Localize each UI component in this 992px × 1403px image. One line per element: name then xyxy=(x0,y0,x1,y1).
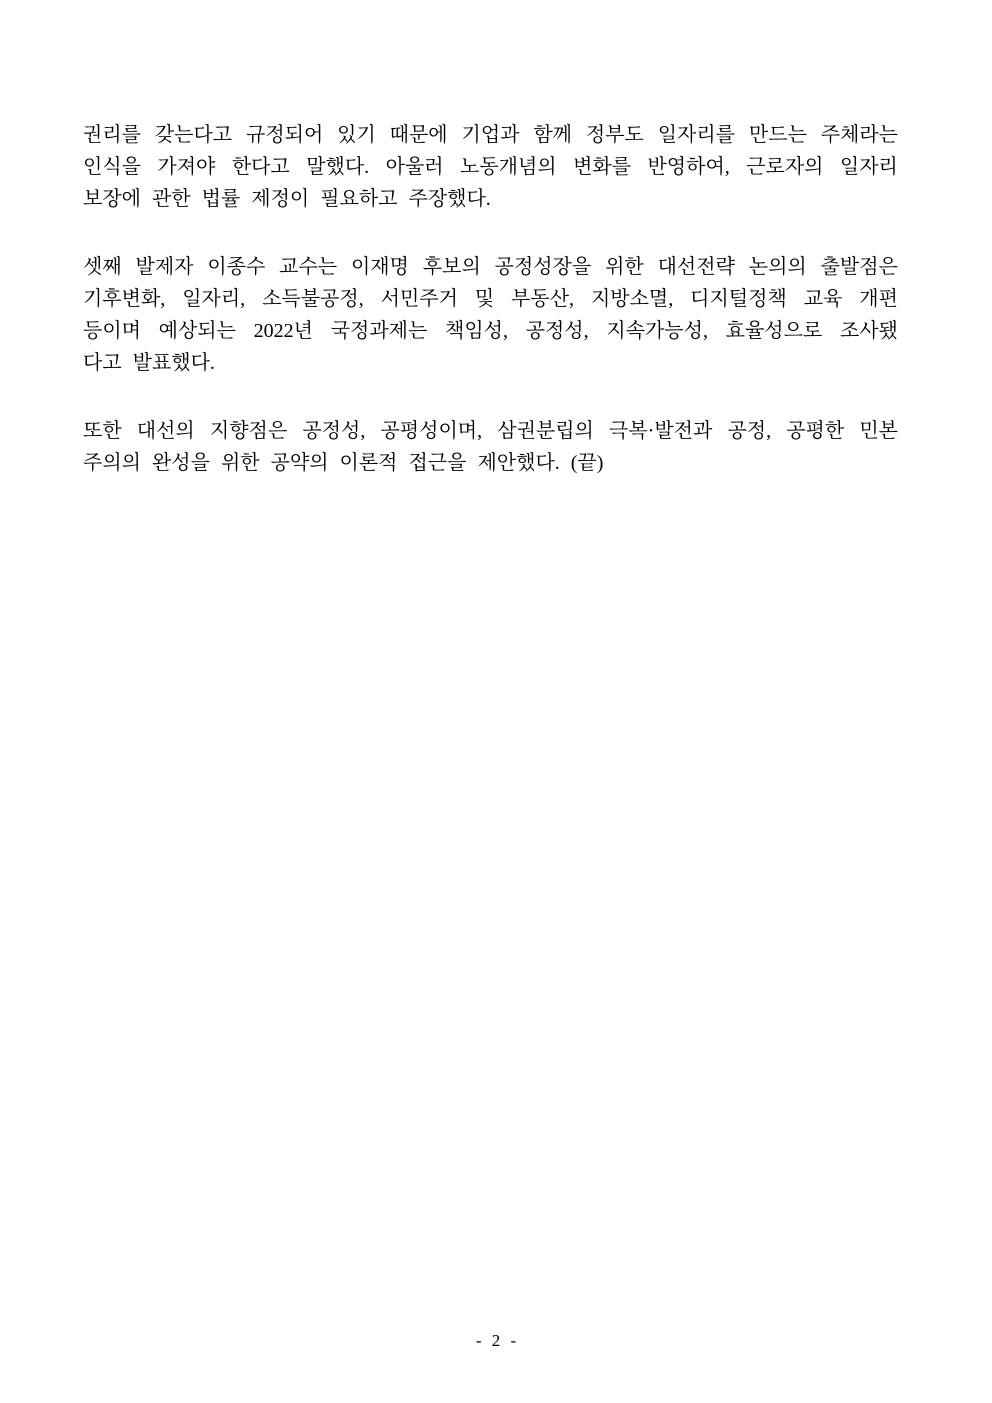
word: 관한 xyxy=(151,187,191,210)
word: 이재명 xyxy=(350,255,409,278)
word: 이종수 xyxy=(207,255,266,278)
word: 법률 xyxy=(201,187,241,210)
word: 주체라는 xyxy=(820,123,898,146)
word: 교육 xyxy=(803,287,843,310)
text-line xyxy=(83,280,898,312)
word: 기후변화, xyxy=(83,287,166,310)
word: 출발점은 xyxy=(820,255,898,278)
word: 극복·발전과 xyxy=(609,419,713,442)
word: 또한 xyxy=(83,419,122,442)
word: 등이며 xyxy=(83,319,141,342)
word: 노동개념의 xyxy=(460,155,557,178)
text-line xyxy=(83,148,898,180)
word: 공정성장을 xyxy=(494,255,592,278)
text-line xyxy=(83,248,898,280)
word: 대선전략 xyxy=(657,255,735,278)
word: 위한 xyxy=(220,451,260,474)
word: 서민주거 xyxy=(380,287,458,310)
word: 개편 xyxy=(859,287,898,310)
word: 주의의 xyxy=(83,451,141,474)
word: 소득불공정, xyxy=(262,287,364,310)
word: 조사됐 xyxy=(839,319,898,342)
word: 효율성으로 xyxy=(725,319,823,342)
word: 인식을 xyxy=(83,155,141,178)
text-line xyxy=(83,412,898,444)
word: 공정성, xyxy=(302,419,366,442)
word: 위한 xyxy=(605,255,644,278)
word: 이론적 xyxy=(339,451,398,474)
word: 있기 xyxy=(337,123,376,146)
word: 지향점은 xyxy=(209,419,288,442)
word: 가져야 xyxy=(157,155,216,178)
word: 및 xyxy=(474,287,495,310)
word: 변화를 xyxy=(573,155,632,178)
word: 아울러 xyxy=(385,155,444,178)
word: 갖는다고 xyxy=(154,123,233,146)
word: 공정성, xyxy=(525,319,589,342)
word: 접근을 xyxy=(408,451,467,474)
word: 공평성이며, xyxy=(380,419,483,442)
word: 일자리, xyxy=(182,287,246,310)
word: 제안했다. xyxy=(477,451,560,474)
paragraph xyxy=(83,116,898,212)
word: 정부도 xyxy=(585,123,644,146)
word: 때문에 xyxy=(389,123,448,146)
text-line xyxy=(83,312,898,344)
word: 완성을 xyxy=(151,451,210,474)
word: 디지털정책 xyxy=(690,287,787,310)
word: 발제자 xyxy=(135,255,194,278)
text-line xyxy=(83,116,898,148)
word: 규정되어 xyxy=(246,123,324,146)
word: 일자리를 xyxy=(657,123,735,146)
word: 반영하여, xyxy=(647,155,730,178)
word: 삼권분립의 xyxy=(497,419,594,442)
word: 부동산, xyxy=(511,287,575,310)
word: 지방소멸, xyxy=(590,287,674,310)
word: 제정이 xyxy=(251,187,310,210)
document-body xyxy=(83,116,898,512)
word: 셋째 xyxy=(83,255,122,278)
word: 예상되는 xyxy=(158,319,236,342)
word: 민본 xyxy=(859,419,898,442)
word: 주장했다. xyxy=(408,187,491,210)
word: 만드는 xyxy=(748,123,807,146)
text-line xyxy=(83,180,898,212)
paragraph xyxy=(83,412,898,476)
paragraph xyxy=(83,248,898,376)
word: 2022년 xyxy=(253,319,313,342)
word: 공정, xyxy=(727,419,772,442)
word: 대선의 xyxy=(136,419,195,442)
word: 국정과제는 xyxy=(330,319,428,342)
word: (끝) xyxy=(570,451,604,474)
word: 필요하고 xyxy=(320,187,398,210)
word: 함께 xyxy=(533,123,572,146)
word: 교수는 xyxy=(279,255,338,278)
word: 한다고 xyxy=(231,155,290,178)
word: 말했다. xyxy=(306,155,370,178)
word: 근로자의 xyxy=(746,155,824,178)
word: 후보의 xyxy=(422,255,481,278)
word: 일자리 xyxy=(839,155,898,178)
word: 기업과 xyxy=(461,123,520,146)
word: 공평한 xyxy=(786,419,845,442)
word: 책임성, xyxy=(445,319,508,342)
word: 발표했다. xyxy=(132,351,215,374)
word: 논의의 xyxy=(748,255,807,278)
text-line xyxy=(83,444,898,476)
text-line xyxy=(83,344,898,376)
word: 다고 xyxy=(83,351,122,374)
page-number: - 2 - xyxy=(475,1331,517,1350)
word: 권리를 xyxy=(83,123,141,146)
word: 공약의 xyxy=(270,451,329,474)
word: 지속가능성, xyxy=(606,319,708,342)
word: 보장에 xyxy=(83,187,141,210)
